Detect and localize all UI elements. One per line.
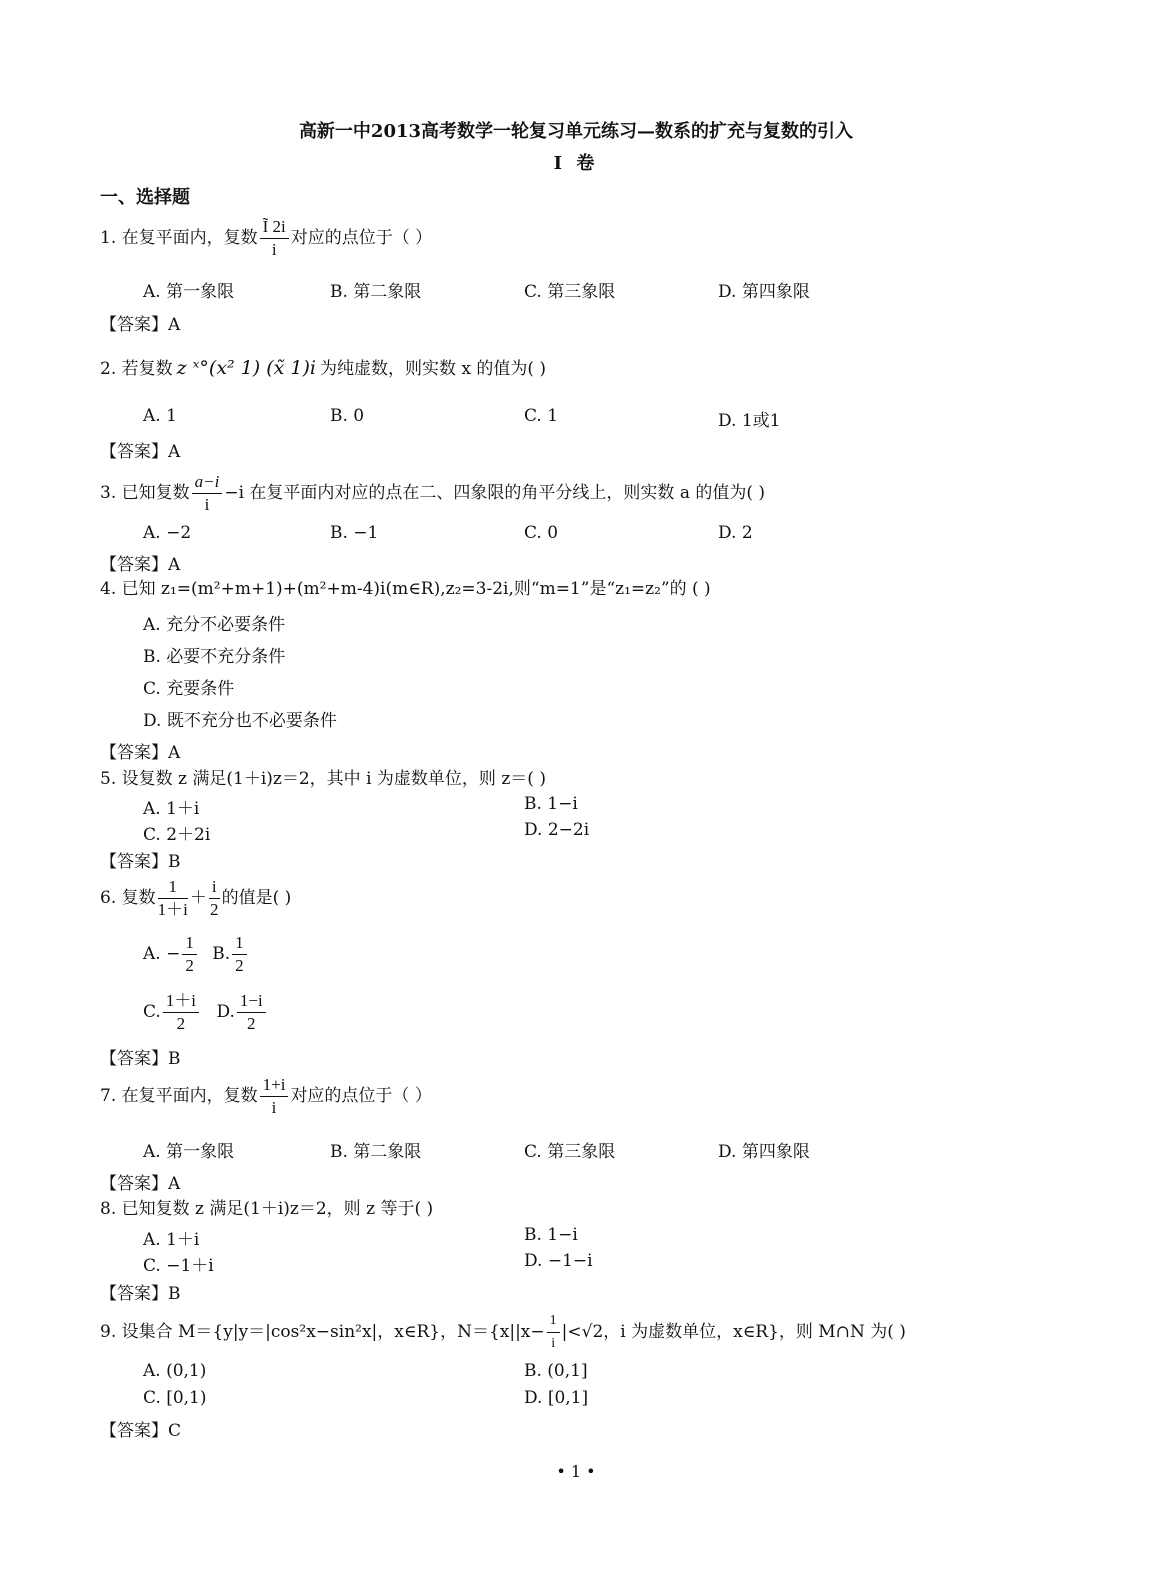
question-6-option-c-fraction: $\frac{1+i}{2}$ xyxy=(163,990,199,1035)
question-4-option-a: A. 充分不必要条件 xyxy=(143,615,286,635)
volume-label: I 卷 xyxy=(553,153,599,174)
question-3-option-b: B. −1 xyxy=(330,523,379,543)
question-7-option-c: C. 第三象限 xyxy=(524,1142,616,1162)
question-2-option-a: A. 1 xyxy=(143,406,177,426)
question-6-option-b-fraction: $\frac{1}{2}$ xyxy=(232,932,247,977)
question-6-option-a-fraction: $\frac{1}{2}$ xyxy=(182,932,197,977)
question-7-answer: 【答案】A xyxy=(100,1174,181,1194)
question-8-option-d: D. −1−i xyxy=(524,1251,593,1271)
question-3-option-d: D. 2 xyxy=(718,523,753,543)
question-5-option-a: A. 1＋i xyxy=(143,799,200,819)
question-1-option-d: D. 第四象限 xyxy=(718,282,810,302)
question-6-options-ab: A. − $\frac{1}{2}$ B. $\frac{1}{2}$ xyxy=(143,932,249,977)
question-7-option-b: B. 第二象限 xyxy=(330,1142,422,1162)
section-heading: 一、选择题 xyxy=(100,187,190,208)
question-3-option-c: C. 0 xyxy=(524,523,559,543)
question-9-stem: 9. 设集合 M＝{y|y＝|cos²x−sin²x|，x∈R}，N＝{x||x− $\frac{1}{i}$ |<√2，i 为虚数单位，x∈R}，则 M∩N 为( ) xyxy=(100,1310,906,1355)
question-7-option-a: A. 第一象限 xyxy=(143,1142,235,1162)
question-4-answer: 【答案】A xyxy=(100,743,181,763)
question-1-option-b: B. 第二象限 xyxy=(330,282,422,302)
question-1-answer: 【答案】A xyxy=(100,315,181,335)
question-2-answer: 【答案】A xyxy=(100,442,181,462)
question-9-answer: 【答案】C xyxy=(100,1421,182,1441)
question-5-stem: 5. 设复数 z 满足(1＋i)z＝2，其中 i 为虚数单位，则 z＝( ) xyxy=(100,769,546,789)
question-4-stem: 4. 已知 z₁=(m²+m+1)+(m²+m-4)i(m∈R),z₂=3-2i,则“m=1”是“z₁=z₂”的 ( ) xyxy=(100,579,711,599)
question-5-option-b: B. 1−i xyxy=(524,794,578,814)
question-8-option-c: C. −1＋i xyxy=(143,1256,214,1276)
question-9-option-d: D. [0,1] xyxy=(524,1388,589,1408)
question-8-answer: 【答案】B xyxy=(100,1284,181,1304)
question-5-answer: 【答案】B xyxy=(100,852,181,872)
question-2-option-c: C. 1 xyxy=(524,406,559,426)
question-4-option-d: D. 既不充分也不必要条件 xyxy=(143,711,337,731)
question-4-option-b: B. 必要不充分条件 xyxy=(143,647,286,667)
question-1-option-c: C. 第三象限 xyxy=(524,282,616,302)
question-9-option-a: A. (0,1) xyxy=(143,1361,207,1381)
question-4-option-c: C. 充要条件 xyxy=(143,679,235,699)
question-2-option-d: D. 1或1 xyxy=(718,411,781,431)
question-9-fraction: $\frac{1}{i}$ xyxy=(547,1310,560,1355)
question-8-stem: 8. 已知复数 z 满足(1＋i)z＝2，则 z 等于( ) xyxy=(100,1199,434,1219)
question-6-options-cd: C. $\frac{1+i}{2}$ D. $\frac{1-i}{2}$ xyxy=(143,990,268,1035)
question-6-fraction-2: $\frac{i}{2}$ xyxy=(209,877,219,919)
question-6-option-d-fraction: $\frac{1-i}{2}$ xyxy=(237,990,266,1035)
question-2-stem: 2. 若复数 z ˣ°(x² 1) (x̃ 1)i 为纯虚数，则实数 x 的值为( ) xyxy=(100,357,547,379)
question-7-option-d: D. 第四象限 xyxy=(718,1142,810,1162)
question-9-option-b: B. (0,1] xyxy=(524,1361,588,1381)
question-1-option-a: A. 第一象限 xyxy=(143,282,235,302)
question-6-answer: 【答案】B xyxy=(100,1049,181,1069)
page-number: • 1 • xyxy=(556,1462,596,1481)
question-6-fraction-1: $\frac{1}{1+i}$ xyxy=(157,877,188,919)
question-3-fraction: $\frac{a-i}{i}$ xyxy=(192,471,223,516)
question-7-stem: 7. 在复平面内，复数 $\frac{1+i}{i}$ 对应的点位于（ ） xyxy=(100,1075,432,1117)
question-1-stem: 1. 在复平面内，复数 $\frac{Ĩ 2i}{i}$ 对应的点位于（ ） xyxy=(100,217,433,259)
question-3-option-a: A. −2 xyxy=(143,523,192,543)
question-5-option-c: C. 2＋2i xyxy=(143,825,211,845)
document-title: 高新一中2013高考数学一轮复习单元练习—数系的扩充与复数的引入 xyxy=(298,121,854,142)
question-3-stem: 3. 已知复数 $\frac{a-i}{i}$ −i 在复平面内对应的点在二、四象限的角平分线上，则实数 a 的值为( ) xyxy=(100,472,766,514)
question-2-option-b: B. 0 xyxy=(330,406,365,426)
question-5-option-d: D. 2−2i xyxy=(524,820,590,840)
question-1-fraction: $\frac{Ĩ 2i}{i}$ xyxy=(260,216,289,261)
question-6-stem: 6. 复数 $\frac{1}{1+i}$ ＋ $\frac{i}{2}$ 的值是( ) xyxy=(100,877,292,919)
question-8-option-a: A. 1＋i xyxy=(143,1230,200,1250)
question-2-expression: z ˣ°(x² 1) (x̃ 1)i xyxy=(176,357,316,379)
question-3-answer: 【答案】A xyxy=(100,555,181,575)
question-8-option-b: B. 1−i xyxy=(524,1225,578,1245)
question-7-fraction: $\frac{1+i}{i}$ xyxy=(260,1074,289,1119)
question-9-option-c: C. [0,1) xyxy=(143,1388,207,1408)
